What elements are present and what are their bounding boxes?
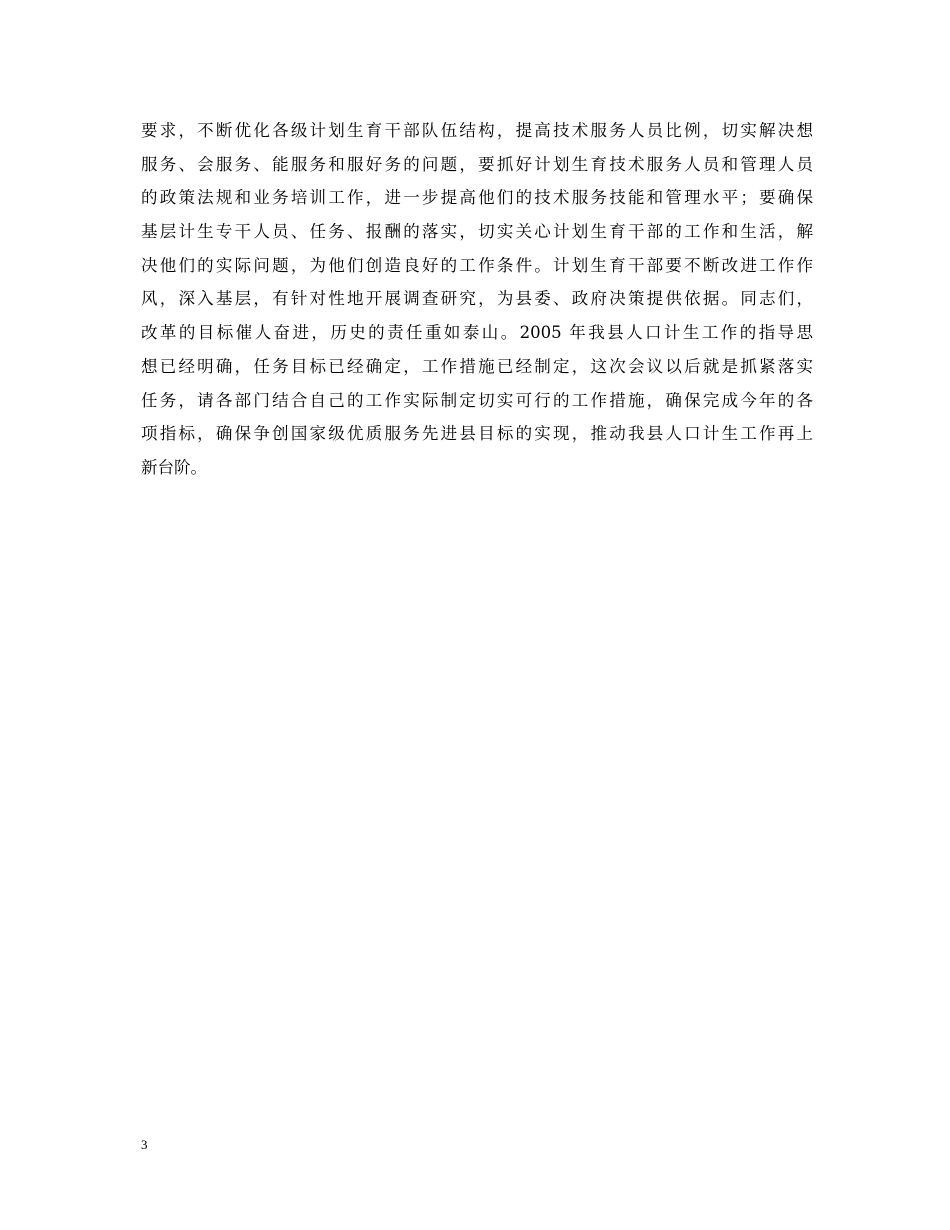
paragraph-line: 想已经明确，任务目标已经确定，工作措施已经制定，这次会议以后就是抓紧落实: [141, 356, 813, 376]
paragraph-line: 任务，请各部门结合自己的工作实际制定切实可行的工作措施，确保完成今年的各: [141, 390, 813, 410]
body-paragraph: [141, 114, 813, 485]
paragraph-line: 项指标，确保争创国家级优质服务先进县目标的实现，推动我县人口计生工作再上: [141, 424, 813, 444]
paragraph-line: 风，深入基层，有针对性地开展调查研究，为县委、政府决策提供依据。同志们，: [141, 289, 813, 309]
paragraph-line: 要求，不断优化各级计划生育干部队伍结构，提高技术服务人员比例，切实解决想: [141, 121, 813, 140]
paragraph-line: 的政策法规和业务培训工作，进一步提高他们的技术服务技能和管理水平；要确保: [141, 188, 813, 208]
paragraph-line: 新台阶。: [141, 457, 207, 477]
paragraph-line: 服务、会服务、能服务和服好务的问题，要抓好计划生育技术服务人员和管理人员: [141, 154, 813, 174]
paragraph-line: 基层计生专干人员、任务、报酬的落实，切实关心计划生育干部的工作和生活，解: [141, 222, 813, 242]
paragraph-line: 决他们的实际问题，为他们创造良好的工作条件。计划生育干部要不断改进工作作: [141, 255, 813, 275]
paragraph-line: 改革的目标催人奋进，历史的责任重如泰山。2005 年我县人口计生工作的指导思: [141, 323, 813, 343]
page-number: 3: [141, 1137, 148, 1152]
